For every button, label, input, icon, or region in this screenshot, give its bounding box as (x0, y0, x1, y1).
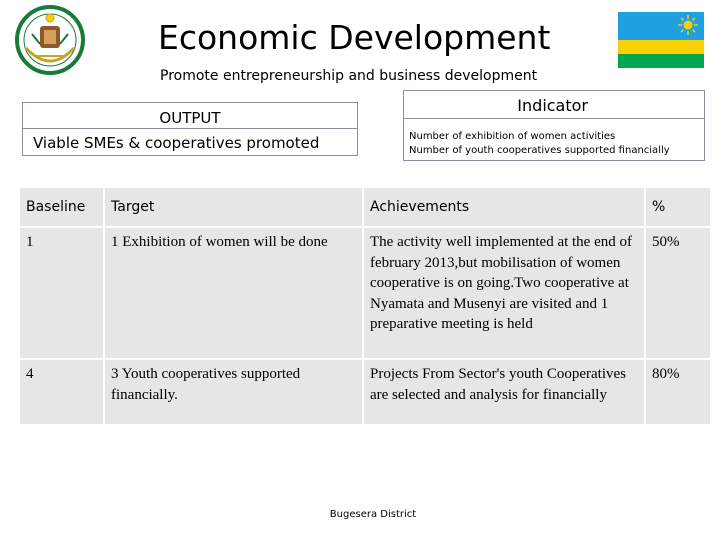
subtitle: Promote entrepreneurship and business development (160, 68, 538, 84)
column-header-percent: % (646, 188, 710, 226)
footer-text: Bugesera District (329, 509, 417, 520)
indicator-line: Number of exhibition of women activities (409, 131, 616, 142)
indicator-line: Number of youth cooperatives supported financially (409, 145, 670, 156)
indicator-list (409, 130, 670, 158)
flag-icon (618, 12, 704, 68)
output-text: Viable SMEs & cooperatives promoted (33, 134, 320, 152)
achievements-cell: The activity well implemented at the end of february 2013,but mobilisation of women cooperative is on going.Two cooperative at Nyamata and Musenyi are visited and 1 preparative meeting is held (364, 228, 644, 358)
column-header-achievements: Achievements (364, 188, 644, 226)
baseline-cell: 4 (20, 360, 103, 424)
percent-cell: 80% (646, 360, 710, 424)
target-cell: 1 Exhibition of women will be done (105, 228, 362, 358)
page-title: Economic Development (158, 18, 551, 57)
column-header-target: Target (105, 188, 362, 226)
indicator-heading: Indicator (404, 91, 704, 119)
table-row (20, 228, 710, 358)
output-box (22, 102, 358, 156)
achievements-cell: Projects From Sector's youth Cooperatives are selected and analysis for financially (364, 360, 644, 424)
column-header-baseline: Baseline (20, 188, 103, 226)
table-row (20, 360, 710, 424)
results-table (18, 186, 712, 426)
coat-of-arms-icon (12, 4, 88, 76)
baseline-cell: 1 (20, 228, 103, 358)
table-header-row (20, 188, 710, 226)
output-heading: OUTPUT (23, 103, 357, 129)
target-cell: 3 Youth cooperatives supported financially. (105, 360, 362, 424)
indicator-box (403, 90, 705, 161)
percent-cell: 50% (646, 228, 710, 358)
